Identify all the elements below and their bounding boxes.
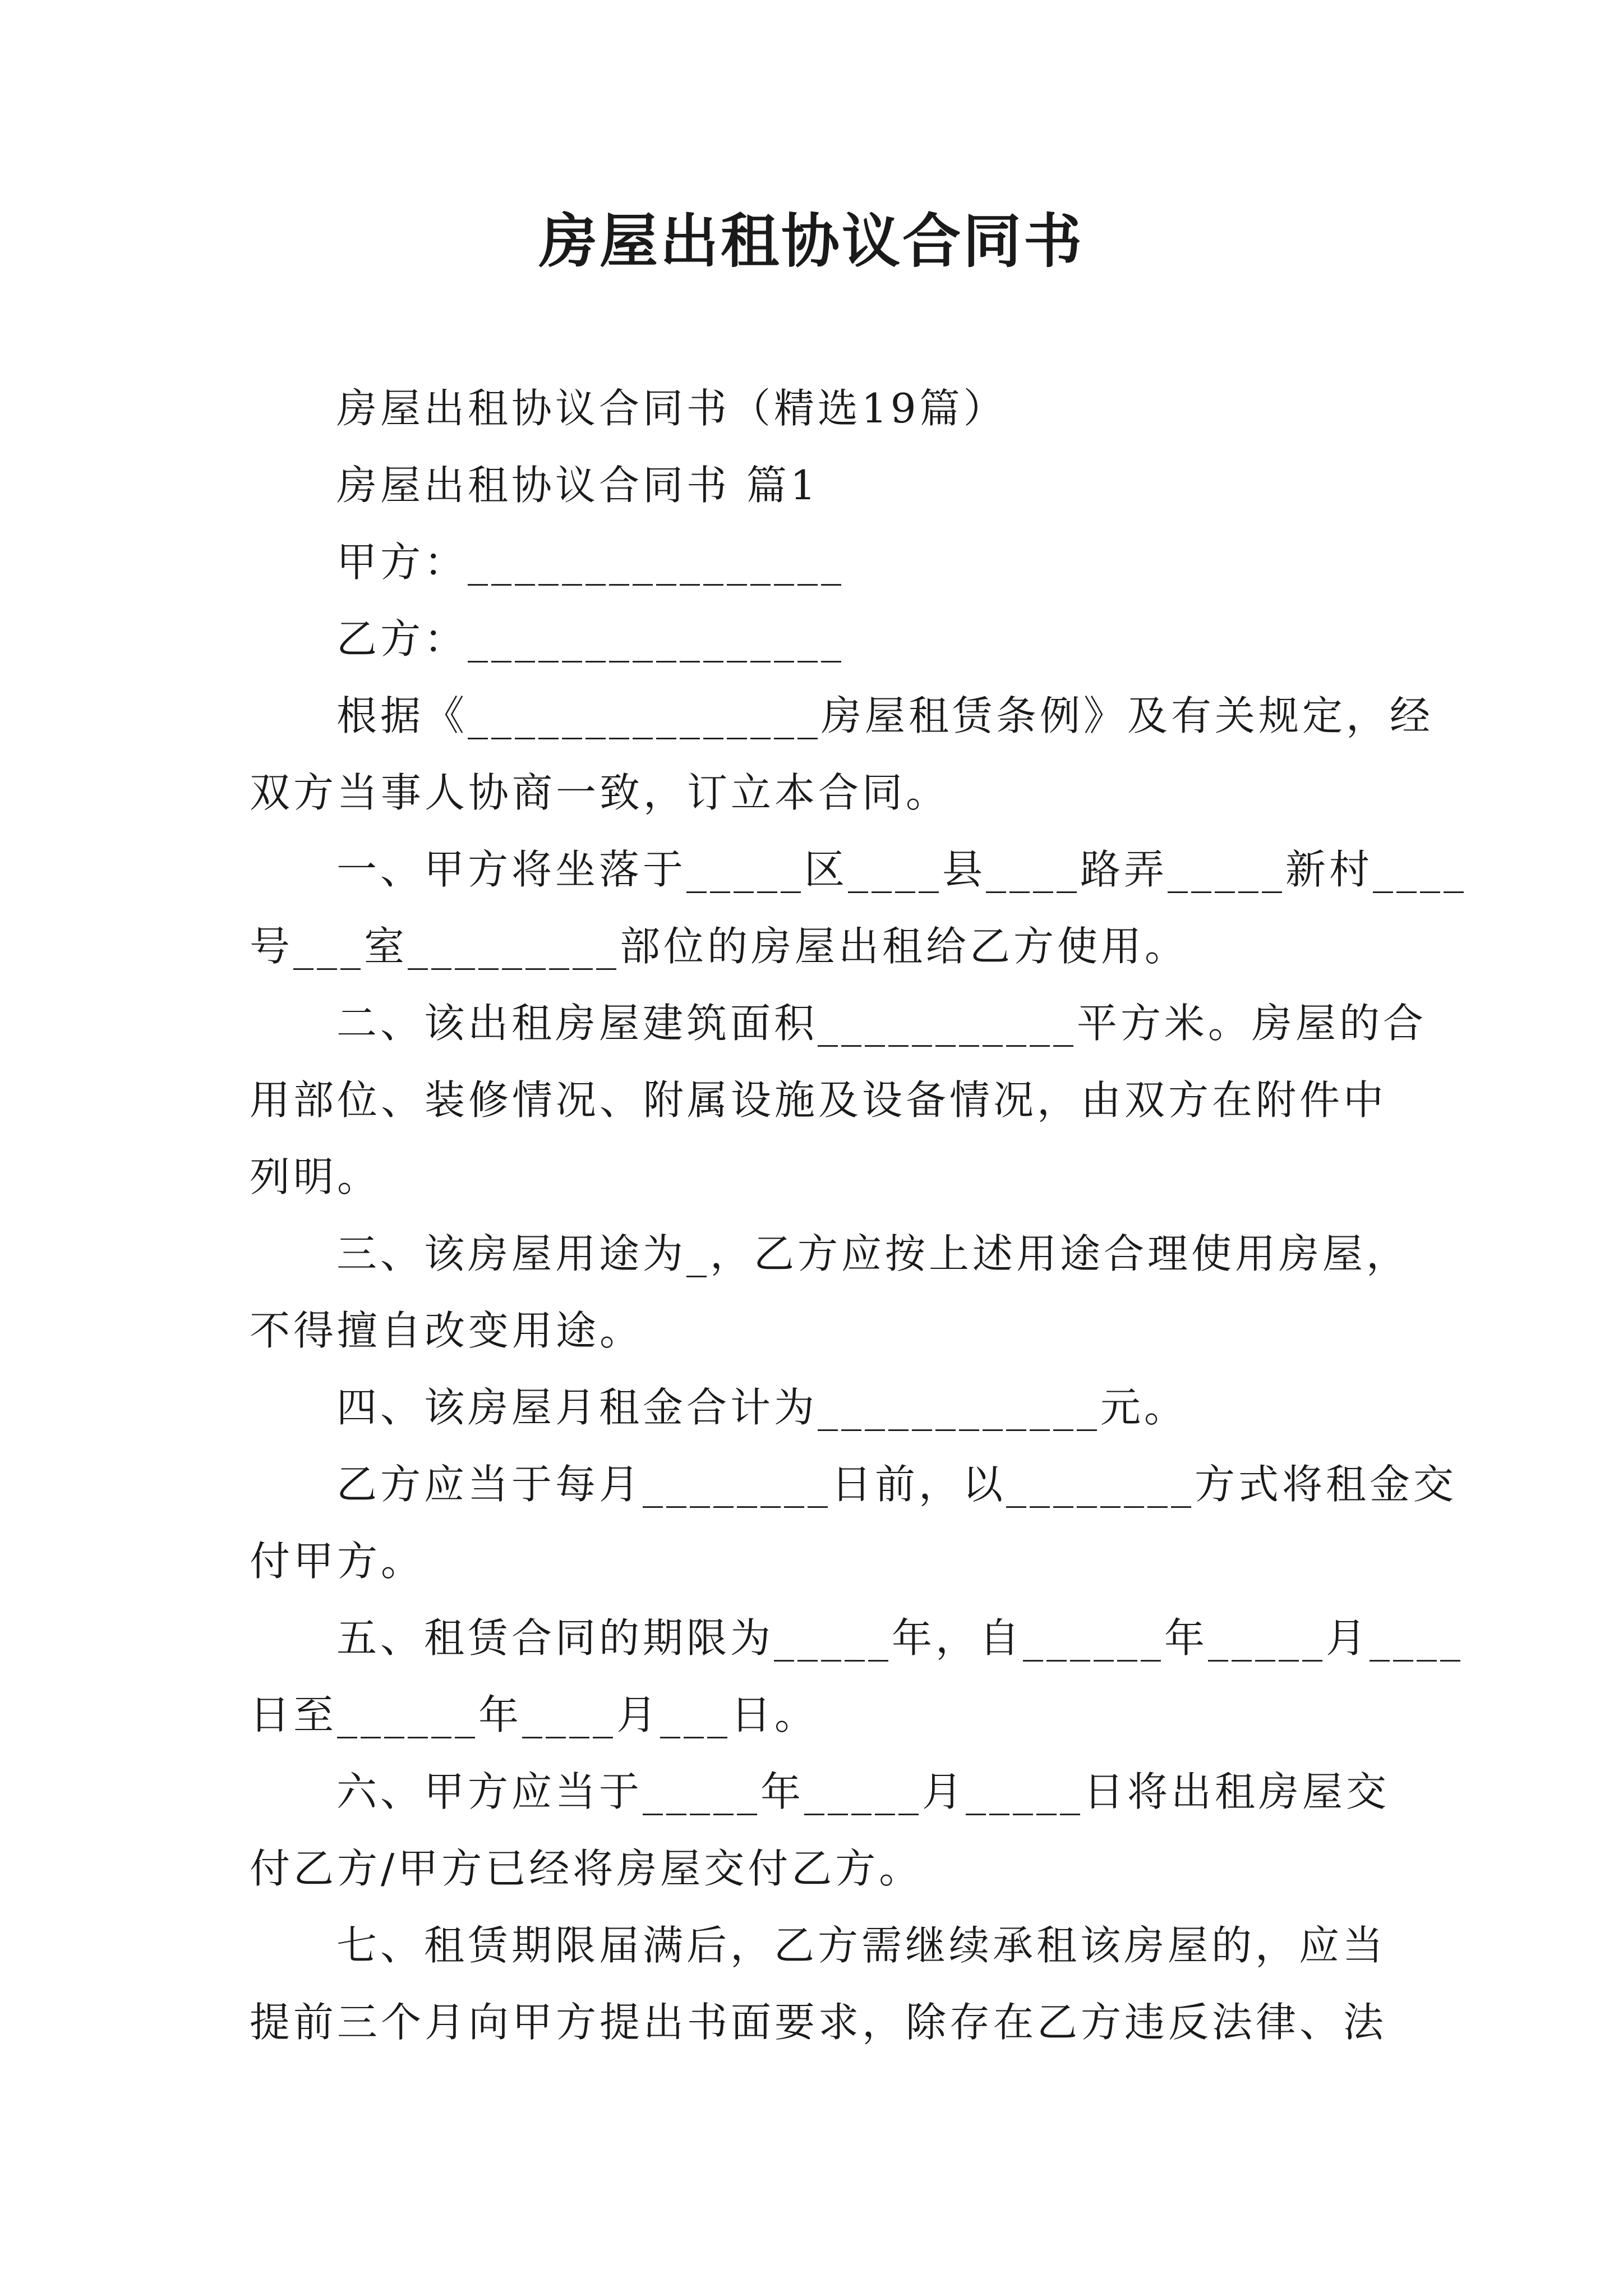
paragraph-line: 三、该房屋用途为_，乙方应按上述用途合理使用房屋， — [336, 1230, 1410, 1277]
paragraph-line: 不得擅自改变用途。 — [250, 1307, 644, 1354]
document-body — [250, 370, 1468, 2061]
paragraph-line: 甲方：________________ — [336, 539, 845, 586]
paragraph-line: 号___室_________部位的房屋出租给乙方使用。 — [250, 923, 1189, 970]
paragraph-line: 双方当事人协商一致，订立本合同。 — [250, 769, 950, 816]
paragraph-line: 二、该出租房屋建筑面积___________平方米。房屋的合 — [336, 1000, 1427, 1047]
paragraph-line: 一、甲方将坐落于_____区____县____路弄_____新村____ — [336, 846, 1468, 893]
paragraph-line: 房屋出租协议合同书（精选19篇） — [336, 385, 1007, 432]
paragraph-line: 付乙方/甲方已经将房屋交付乙方。 — [250, 1845, 923, 1892]
paragraph-line: 提前三个月向甲方提出书面要求，除存在乙方违反法律、法 — [250, 1999, 1387, 2046]
paragraph-line: 七、租赁期限届满后，乙方需继续承租该房屋的，应当 — [336, 1922, 1387, 1969]
paragraph-line: 房屋出租协议合同书 篇1 — [336, 462, 819, 509]
document-title: 房屋出租协议合同书 — [538, 206, 1084, 275]
paragraph-line: 四、该房屋月租金合计为____________元。 — [336, 1384, 1188, 1431]
paragraph-line: 六、甲方应当于_____年_____月_____日将出租房屋交 — [336, 1768, 1390, 1815]
paragraph-line: 五、租赁合同的期限为_____年，自______年_____月____ — [336, 1614, 1464, 1662]
paragraph-line: 乙方：________________ — [336, 615, 845, 662]
paragraph-line: 付甲方。 — [250, 1538, 425, 1585]
paragraph-line: 根据《_______________房屋租赁条例》及有关规定，经 — [336, 692, 1434, 739]
paragraph-line: 乙方应当于每月________日前，以________方式将租金交 — [336, 1461, 1458, 1508]
paragraph-line: 日至______年____月___日。 — [250, 1691, 819, 1738]
paragraph-line: 用部位、装修情况、附属设施及设备情况，由双方在附件中 — [250, 1076, 1387, 1124]
paragraph-line: 列明。 — [250, 1153, 381, 1200]
